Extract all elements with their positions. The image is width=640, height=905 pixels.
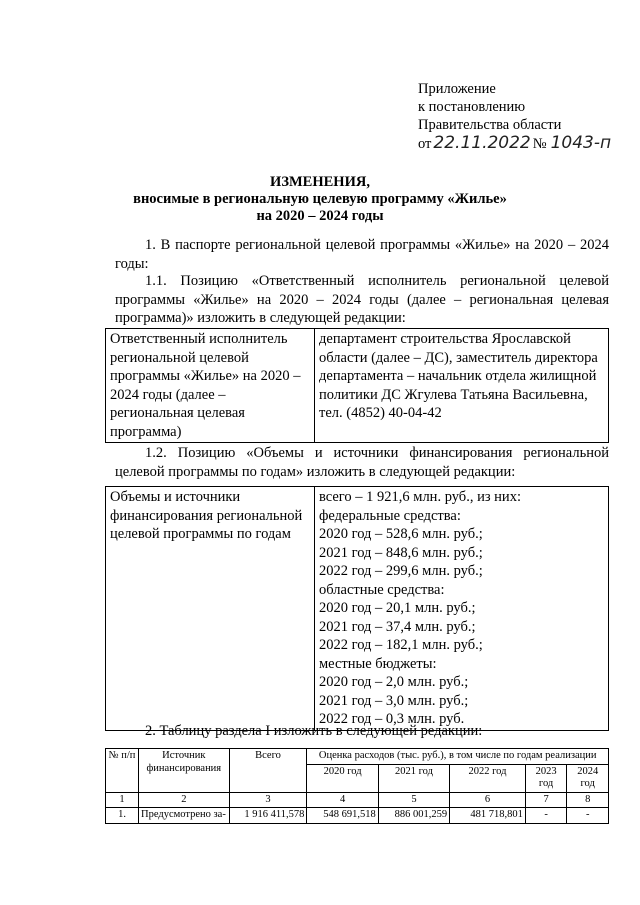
paragraph-1-2-text: 1.2. Позицию «Объемы и источники финансирования региональной целевой программы по годам» изложить в следующей редакции: [115,445,609,480]
document-title [0,174,640,225]
table-row [106,808,609,824]
header-year-2022: 2022 год [450,764,526,792]
funding-line: областные средства: [319,581,445,598]
title-line-2: вносимые в региональную целевую программу «Жилье» [133,191,507,207]
funding-line: 2020 год – 20,1 млн. руб.; [319,600,476,616]
row-2020: 548 691,518 [307,808,378,824]
table-header-row [106,749,609,765]
funding-sources-table [105,486,609,731]
row-source: Предусмотрено за- [139,808,230,824]
funding-line: 2021 год – 848,6 млн. руб.; [319,544,483,561]
col-number: 6 [450,792,526,808]
number-prefix: № [532,136,547,152]
col-number: 8 [567,792,609,808]
responsible-executor-table [105,328,609,443]
paragraph-1-1-text: 1.1. Позицию «Ответственный исполнитель региональной целевой программы «Жилье» на 2020 – 2024 годы (далее – региональная целевая программа)» изложить в следующей редакции: [115,273,609,326]
header-total: Всего [229,749,307,793]
paragraph-1-text: 1. В паспорте региональной целевой программы «Жилье» на 2020 – 2024 годы: [115,237,609,272]
funding-sources-label: Объемы и источники финансирования региональной целевой программы по годам [106,487,315,731]
row-number: 1. [106,808,139,824]
funding-line: федеральные средства: [319,507,461,524]
paragraph-1 [115,236,609,273]
row-2024: - [567,808,609,824]
funding-sources-value [315,487,609,731]
col-number: 7 [525,792,567,808]
table-column-numbers-row [106,792,609,808]
header-year-2020: 2020 год [307,764,378,792]
funding-line: 2020 год – 528,6 млн. руб.; [319,526,483,542]
col-number: 5 [378,792,449,808]
funding-line: 2020 год – 2,0 млн. руб.; [319,674,469,690]
paragraph-2-text: 2. Таблицу раздела I изложить в следующей редакции: [145,723,483,739]
col-number: 3 [229,792,307,808]
header-year-2021: 2021 год [378,764,449,792]
paragraph-2 [115,722,609,741]
header-source: Источник финансирования [139,749,230,793]
handwritten-date: 22.11.2022 [433,133,531,153]
row-total: 1 916 411,578 [229,808,307,824]
date-prefix: от [418,136,432,152]
funding-line: всего – 1 921,6 млн. руб., из них: [319,489,521,505]
responsible-executor-label: Ответственный исполнитель региональной целевой программы «Жилье» на 2020 – 2024 годы (далее – региональная целевая программа) [106,329,315,443]
funding-line: 2021 год – 37,4 млн. руб.; [319,618,476,635]
funding-line: 2022 год – 299,6 млн. руб.; [319,563,483,579]
appendix-block [418,80,611,153]
col-number: 4 [307,792,378,808]
header-estimate: Оценка расходов (тыс. руб.), в том числе по годам реализации [307,749,609,765]
title-line-3: на 2020 – 2024 годы [256,208,384,224]
funding-line: 2022 год – 0,3 млн. руб. [319,711,465,727]
responsible-executor-value: департамент строительства Ярославской области (далее – ДС), заместитель директора департамента – начальник отдела жилищной политики ДС Жгулева Татьяна Васильевна, тел. (4852) 40-04-42 [315,329,609,443]
row-2023: - [525,808,567,824]
row-2022: 481 718,801 [450,808,526,824]
row-2021: 886 001,259 [378,808,449,824]
paragraph-1-1 [115,272,609,328]
appendix-date-number-line [418,134,611,153]
header-year-2023: 2023 год [525,764,567,792]
header-year-2024: 2024 год [567,764,609,792]
appendix-line-2: к постановлению [418,99,526,115]
col-number: 2 [139,792,230,808]
financing-table [105,748,609,824]
appendix-line-3: Правительства области [418,117,562,133]
col-number: 1 [106,792,139,808]
funding-line: местные бюджеты: [319,655,437,672]
funding-line: 2021 год – 3,0 млн. руб.; [319,692,469,709]
header-number: № п/п [106,749,139,793]
handwritten-number: 1043-п [550,133,612,153]
paragraph-1-2 [115,444,609,481]
appendix-line-1: Приложение [418,81,496,97]
funding-line: 2022 год – 182,1 млн. руб.; [319,637,483,653]
title-line-1: ИЗМЕНЕНИЯ, [270,174,370,190]
